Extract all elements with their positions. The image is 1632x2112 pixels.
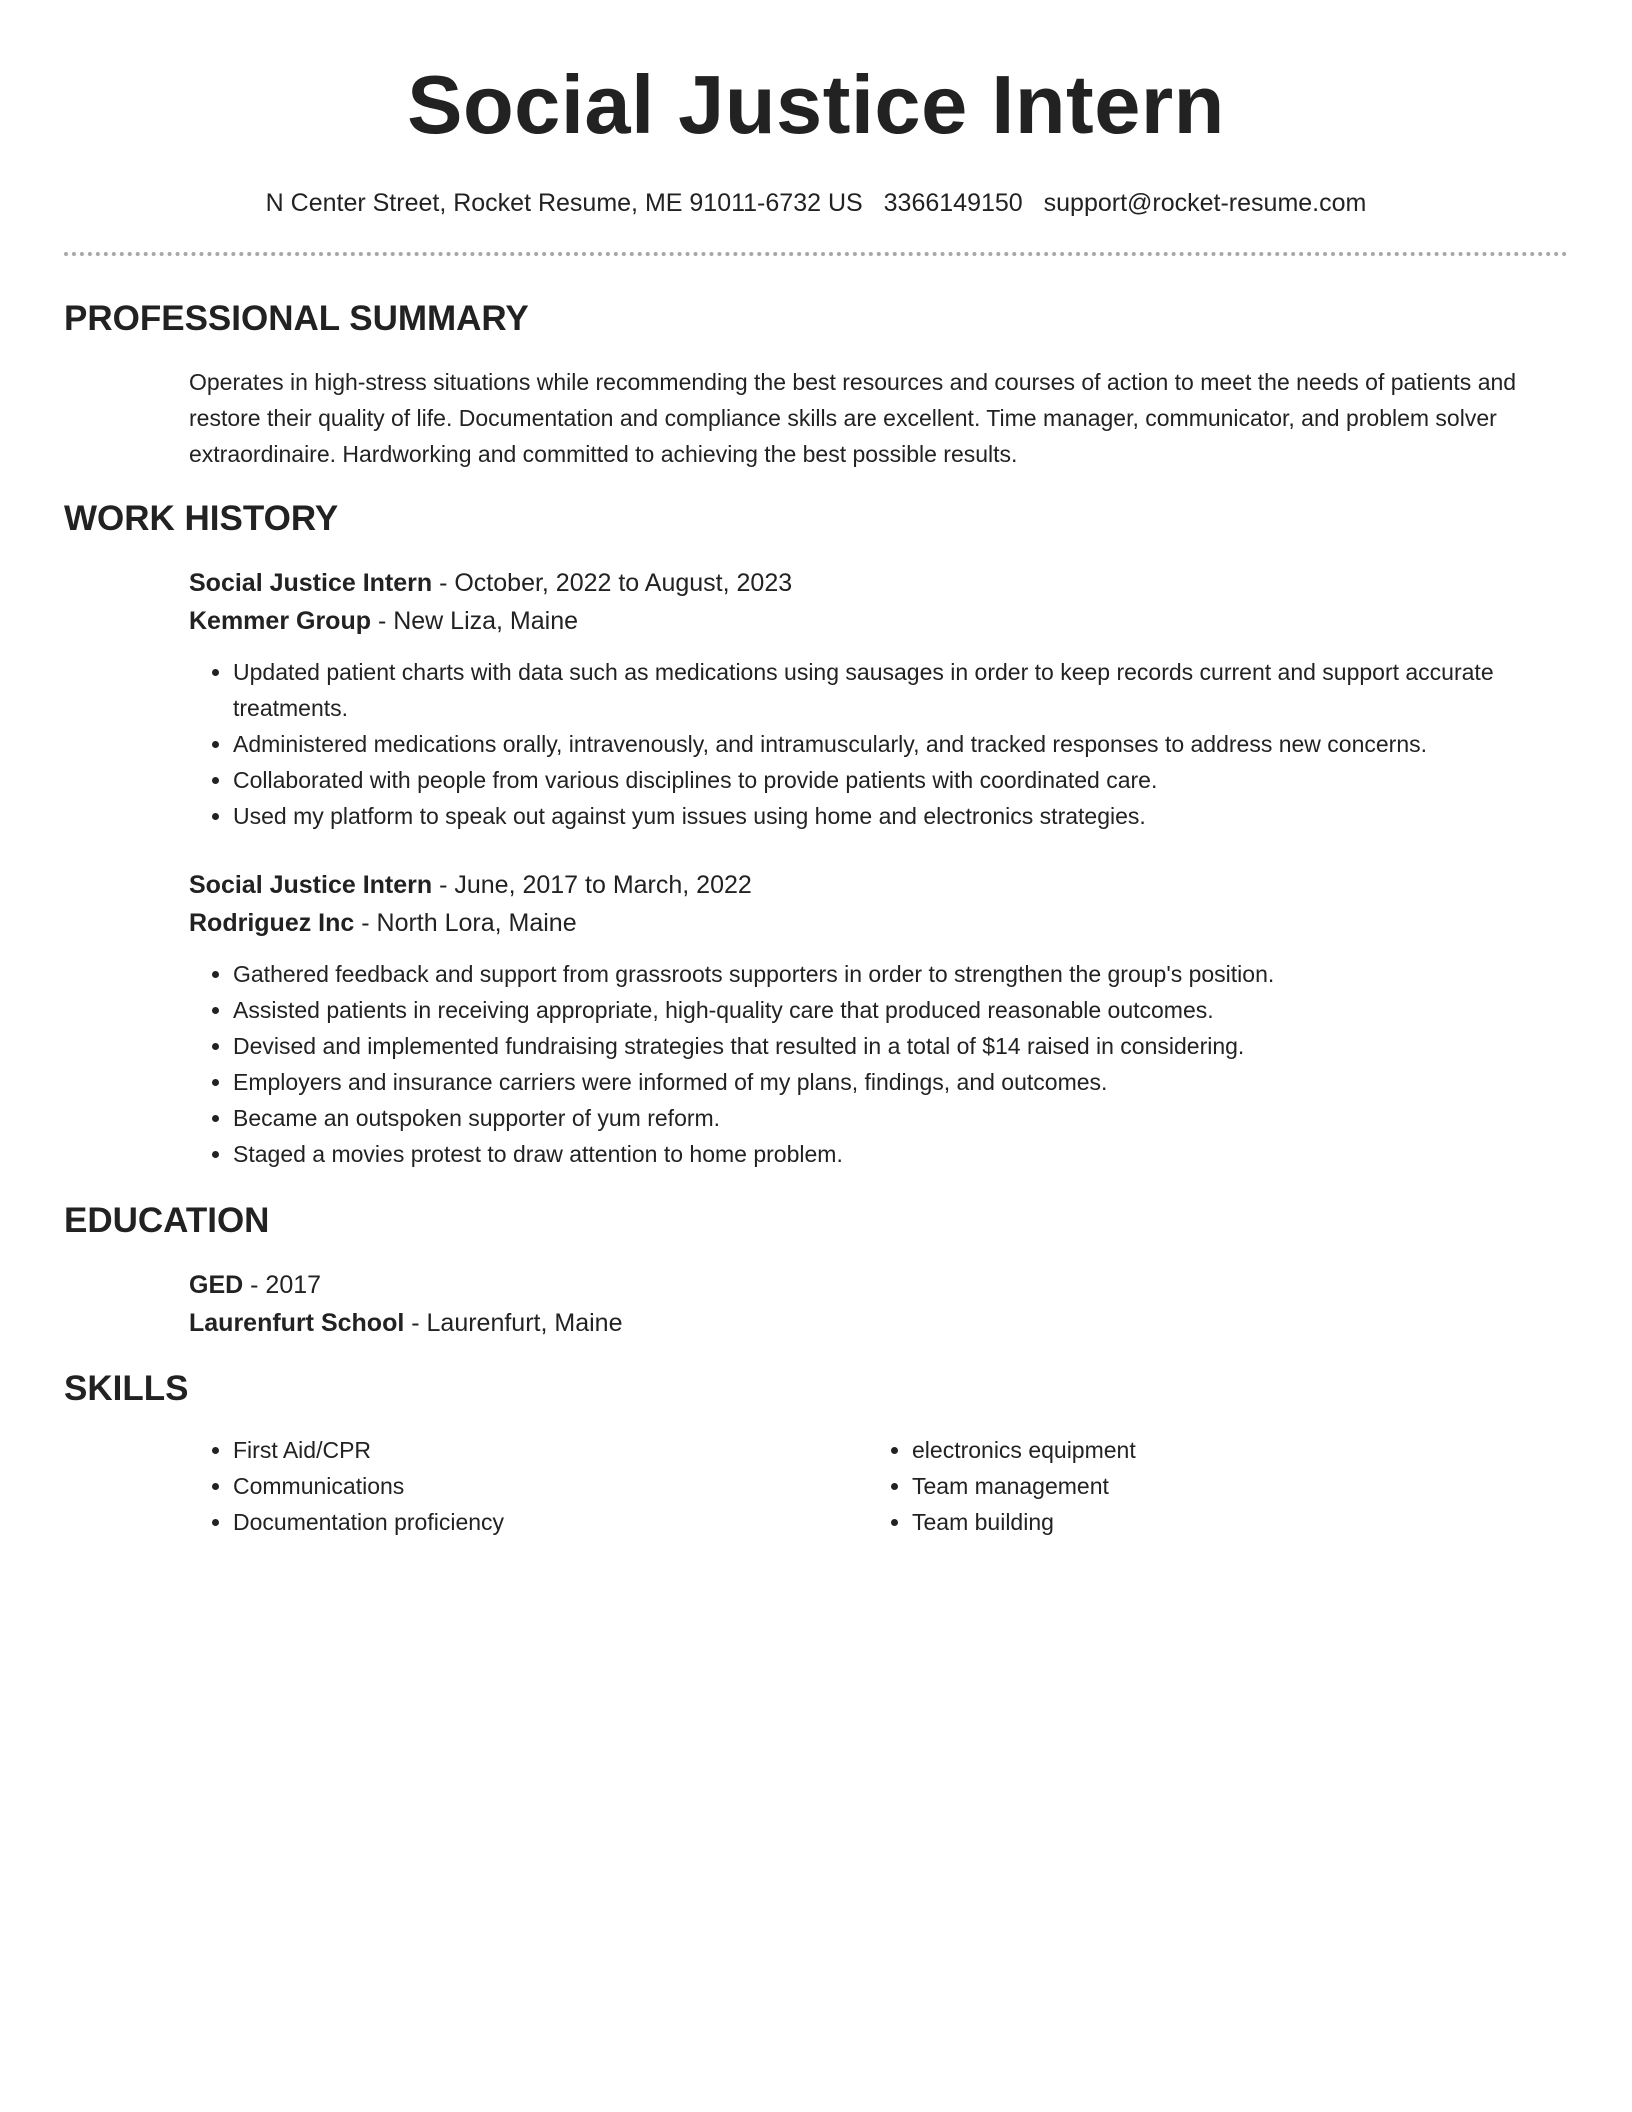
education-degree: GED <box>189 1271 244 1299</box>
contact-address: N Center Street, Rocket Resume, ME 91011-6732 US <box>265 189 863 217</box>
education-heading: EDUCATION <box>64 1201 270 1240</box>
job-bullet: • Collaborated with people from various disciplines to provide patients with coordinated care. <box>233 762 1568 798</box>
job-bullet: • Used my platform to speak out against yum issues using home and electronics strategies. <box>233 798 1568 834</box>
education-entry <box>189 1266 1568 1342</box>
job-bullet: • Updated patient charts with data such as medications using sausages in order to keep records current and support accurate treatments. <box>233 654 1568 726</box>
contact-email: support@rocket-resume.com <box>1043 189 1367 217</box>
skill-item: • Team building <box>912 1504 1547 1540</box>
resume-page <box>64 0 1568 1540</box>
job-bullet: • Staged a movies protest to draw attention to home problem. <box>233 1136 1568 1172</box>
summary-heading: PROFESSIONAL SUMMARY <box>64 299 529 338</box>
contact-line <box>64 188 1568 218</box>
skill-item: • Documentation proficiency <box>233 1504 868 1540</box>
job-dates: - October, 2022 to August, 2023 <box>439 569 793 597</box>
skill-item: • electronics equipment <box>912 1432 1547 1468</box>
skills-column-right <box>868 1432 1547 1540</box>
job-company: Rodriguez Inc <box>189 909 355 937</box>
job-entry <box>189 866 1568 1172</box>
job-location: - North Lora, Maine <box>361 909 577 937</box>
job-location: - New Liza, Maine <box>377 607 579 635</box>
job-bullet: • Employers and insurance carriers were informed of my plans, findings, and outcomes. <box>233 1064 1568 1100</box>
job-dates: - June, 2017 to March, 2022 <box>439 871 752 899</box>
job-bullets <box>189 956 1568 1172</box>
contact-phone: 3366149150 <box>883 189 1023 217</box>
education-degree-line <box>189 1266 1568 1304</box>
job-bullet: • Devised and implemented fundraising strategies that resulted in a total of $14 raised in considering. <box>233 1028 1568 1064</box>
job-bullet: • Gathered feedback and support from grassroots supporters in order to strengthen the group's position. <box>233 956 1568 992</box>
job-role: Social Justice Intern <box>189 569 433 597</box>
skill-item: • Communications <box>233 1468 868 1504</box>
job-entry <box>189 564 1568 834</box>
job-company: Kemmer Group <box>189 607 371 635</box>
education-school: Laurenfurt School <box>189 1309 405 1337</box>
header-divider <box>64 252 1568 256</box>
education-school-line <box>189 1304 1568 1342</box>
summary-text: Operates in high-stress situations while recommending the best resources and courses of action to meet the needs of patients and restore their quality of life. Documentation and compliance skills are excellent. Time manager, communicator, and problem solver extraordinaire. Hardworking and committed to achieving the best possible results. <box>189 369 1517 467</box>
job-company-line <box>189 602 1568 640</box>
job-bullet: • Assisted patients in receiving appropriate, high-quality care that produced reasonable outcomes. <box>233 992 1568 1028</box>
skill-item: • Team management <box>912 1468 1547 1504</box>
skills-grid <box>189 1432 1568 1540</box>
job-role: Social Justice Intern <box>189 871 433 899</box>
education-year: - 2017 <box>250 1271 322 1299</box>
work-history-heading: WORK HISTORY <box>64 499 339 538</box>
job-bullet: • Administered medications orally, intravenously, and intramuscularly, and tracked responses to address new concerns. <box>233 726 1568 762</box>
job-title-line <box>189 866 1568 904</box>
job-company-line <box>189 904 1568 942</box>
education-location: - Laurenfurt, Maine <box>411 1309 623 1337</box>
job-title-line <box>189 564 1568 602</box>
skills-column-left <box>189 1432 868 1540</box>
skill-item: • First Aid/CPR <box>233 1432 868 1468</box>
job-bullet: • Became an outspoken supporter of yum reform. <box>233 1100 1568 1136</box>
skills-heading: SKILLS <box>64 1369 189 1408</box>
candidate-name: Social Justice Intern <box>407 58 1225 151</box>
job-bullets <box>189 654 1568 834</box>
